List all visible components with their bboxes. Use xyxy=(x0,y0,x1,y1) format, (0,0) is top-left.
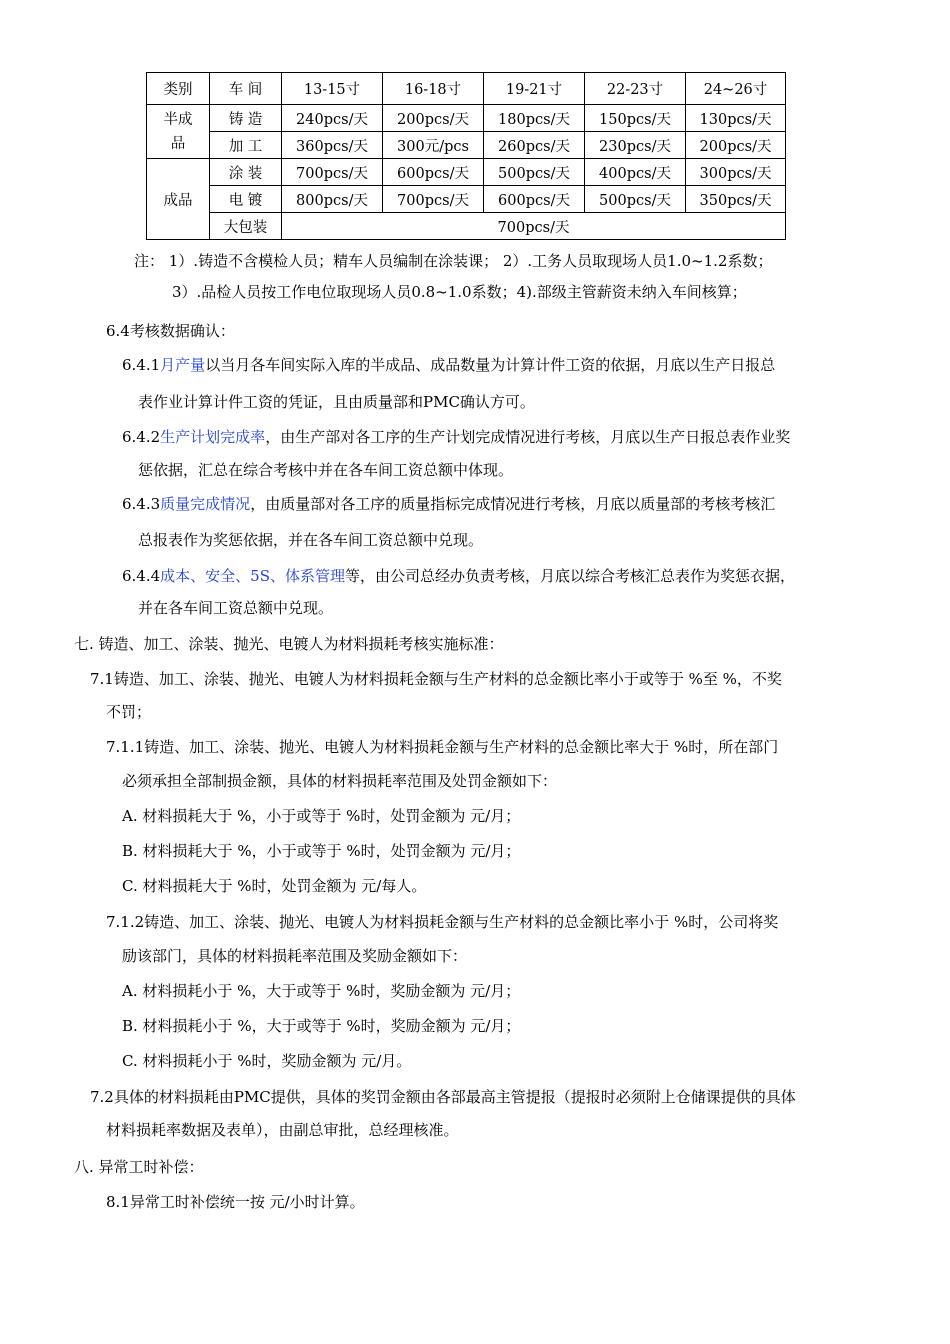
header-size: 13-15寸 xyxy=(282,73,383,105)
table-row xyxy=(147,132,786,159)
item-6-4-4-cont: 并在各车间工资总额中兑现。 xyxy=(138,599,334,617)
penalty-item-a: A. 材料损耗大于 %，小于或等于 %时，处罚金额为 元/月； xyxy=(122,807,521,825)
item-6-4-3-cont: 总报表作为奖惩依据，并在各车间工资总额中兑现。 xyxy=(138,531,484,549)
penalty-item-c: C. 材料损耗大于 %时，处罚金额为 元/每人。 xyxy=(122,877,427,895)
workshop-cell: 电 镀 xyxy=(210,186,282,213)
para-7-1-line-1: 7.1铸造、加工、涂装、抛光、电镀人为材料损耗金额与生产材料的总金额比率小于或等于 %至 %，不奖 xyxy=(90,670,782,688)
item-6-4-3 xyxy=(122,494,775,514)
header-workshop: 车 间 xyxy=(210,73,282,105)
category-cell: 半成品 xyxy=(147,105,210,159)
item-text: 以当月各车间实际入库的半成品、成品数量为计算计件工资的依据，月底以生产日报总 xyxy=(205,356,776,374)
para-7-2-line-2: 材料损耗率数据及表单），由副总审批，总经理核准。 xyxy=(106,1121,459,1139)
table-header-row xyxy=(147,73,786,105)
table-row xyxy=(147,186,786,213)
value-cell: 300pcs/天 xyxy=(686,159,786,186)
table-row xyxy=(147,213,786,240)
value-cell: 230pcs/天 xyxy=(585,132,686,159)
value-cell: 300元/pcs xyxy=(383,132,484,159)
value-cell: 260pcs/天 xyxy=(484,132,585,159)
section-7-title: 七. 铸造、加工、涂装、抛光、电镀人为材料损耗考核实施标准： xyxy=(74,635,504,653)
workshop-cell: 涂 装 xyxy=(210,159,282,186)
workshop-cell: 加 工 xyxy=(210,132,282,159)
table-row xyxy=(147,105,786,132)
para-7-1-1-line-1: 7.1.1铸造、加工、涂装、抛光、电镀人为材料损耗金额与生产材料的总金额比率大于 %时，所在部门 xyxy=(106,738,779,756)
para-7-1-2-line-1: 7.1.2铸造、加工、涂装、抛光、电镀人为材料损耗金额与生产材料的总金额比率小于 %时，公司将奖 xyxy=(106,913,779,931)
item-6-4-2-cont: 惩依据，汇总在综合考核中并在各车间工资总额中体现。 xyxy=(138,461,514,479)
workshop-cell: 铸 造 xyxy=(210,105,282,132)
note-line-1: 注： 1）.铸造不含模检人员；精车人员编制在涂装课； 2）.工务人员取现场人员1.0~1.2系数； xyxy=(134,252,773,270)
value-cell: 600pcs/天 xyxy=(484,186,585,213)
penalty-item-b: B. 材料损耗大于 %，小于或等于 %时，处罚金额为 元/月； xyxy=(122,842,521,860)
value-cell: 180pcs/天 xyxy=(484,105,585,132)
reward-item-b: B. 材料损耗小于 %，大于或等于 %时，奖励金额为 元/月； xyxy=(122,1017,521,1035)
para-7-1-line-2: 不罚； xyxy=(106,703,152,721)
note-line-2: 3）.品检人员按工作电位取现场人员0.8~1.0系数；4).部级主管薪资未纳入车间核算； xyxy=(172,283,747,301)
highlight-term: 月产量 xyxy=(160,356,206,374)
item-text: 等，由公司总经办负责考核，月底以综合考核汇总表作为奖惩衣据， xyxy=(345,567,796,585)
header-category: 类别 xyxy=(147,73,210,105)
item-6-4-4 xyxy=(122,566,795,586)
para-8-1: 8.1异常工时补偿统一按 元/小时计算。 xyxy=(106,1193,365,1211)
item-number: 6.4.4 xyxy=(122,567,161,585)
value-cell: 700pcs/天 xyxy=(282,159,383,186)
reward-item-c: C. 材料损耗小于 %时，奖励金额为 元/月。 xyxy=(122,1052,412,1070)
highlight-term: 生产计划完成率 xyxy=(160,428,266,446)
item-text: ，由质量部对各工序的质量指标完成情况进行考核，月底以质量部的考核考核汇 xyxy=(250,495,776,513)
value-cell: 700pcs/天 xyxy=(383,186,484,213)
item-text: ，由生产部对各工序的生产计划完成情况进行考核，月底以生产日报总表作业奖 xyxy=(265,428,791,446)
value-cell: 400pcs/天 xyxy=(585,159,686,186)
header-size: 24~26寸 xyxy=(686,73,786,105)
header-size: 19-21寸 xyxy=(484,73,585,105)
value-cell: 150pcs/天 xyxy=(585,105,686,132)
para-7-2-line-1: 7.2具体的材料损耗由PMC提供，具体的奖罚金额由各部最高主管提报（提报时必须附上仓储课提供的具体 xyxy=(90,1088,796,1106)
value-cell: 130pcs/天 xyxy=(686,105,786,132)
item-number: 6.4.1 xyxy=(122,356,161,374)
value-cell: 500pcs/天 xyxy=(585,186,686,213)
value-cell: 800pcs/天 xyxy=(282,186,383,213)
highlight-term: 质量完成情况 xyxy=(160,495,251,513)
section-6-4-title: 6.4考核数据确认： xyxy=(106,322,235,340)
value-cell: 200pcs/天 xyxy=(383,105,484,132)
item-number: 6.4.3 xyxy=(122,495,161,513)
table-row xyxy=(147,159,786,186)
header-size: 16-18寸 xyxy=(383,73,484,105)
item-6-4-1 xyxy=(122,355,775,375)
value-cell: 350pcs/天 xyxy=(686,186,786,213)
capacity-table xyxy=(146,72,786,240)
value-cell: 600pcs/天 xyxy=(383,159,484,186)
para-7-1-2-line-2: 励该部门，具体的材料损耗率范围及奖励金额如下： xyxy=(122,947,468,965)
reward-item-a: A. 材料损耗小于 %，大于或等于 %时，奖励金额为 元/月； xyxy=(122,982,521,1000)
item-number: 6.4.2 xyxy=(122,428,161,446)
item-6-4-2 xyxy=(122,427,790,447)
value-cell: 360pcs/天 xyxy=(282,132,383,159)
merged-value-cell: 700pcs/天 xyxy=(282,213,786,240)
value-cell: 200pcs/天 xyxy=(686,132,786,159)
header-size: 22-23寸 xyxy=(585,73,686,105)
section-8-title: 八. 异常工时补偿： xyxy=(74,1158,204,1176)
para-7-1-1-line-2: 必须承担全部制损金额，具体的材料损耗率范围及处罚金额如下： xyxy=(122,772,558,790)
category-cell: 成品 xyxy=(147,159,210,240)
highlight-term: 成本、安全、5S、体系管理 xyxy=(160,567,345,585)
value-cell: 500pcs/天 xyxy=(484,159,585,186)
workshop-cell: 大包装 xyxy=(210,213,282,240)
value-cell: 240pcs/天 xyxy=(282,105,383,132)
item-6-4-1-cont: 表作业计算计件工资的凭证，且由质量部和PMC确认方可。 xyxy=(138,393,535,411)
